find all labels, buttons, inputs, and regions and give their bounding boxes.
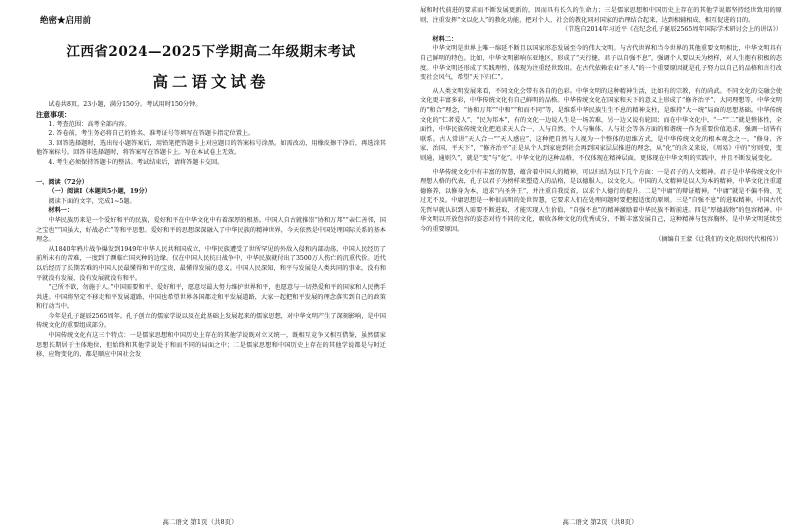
page-footer: 高二语文 第1页（共8页） bbox=[162, 518, 238, 526]
material-paragraph: 中华民族历来是一个爱好和平的民族，爱好和平在中华文化中有着深厚的根基。中国人自古就推崇“协和万邦”“亲仁善邻，国之宝也”“国虽大，好战必亡”等和平思想。爱好和平的思想深深融入了中华民族的精神世界，今天依然是中国处理国际关系的基本理念。 bbox=[36, 216, 386, 244]
material-two-label: 材料二： bbox=[432, 35, 458, 43]
reading-instruction: 阅读下面的文字，完成1~5题。 bbox=[48, 197, 136, 205]
material-paragraph: 中国传统文化有这三个特点：一是儒家思想和中国历史上存在的其他学说既对立又统一，既相互竞争又相互借鉴，虽然儒家思想长期居于主体地位，但始终和其他学说处于和而不同的局面之中；二是儒家思想和中国历史上存在的其他学说都是与时迁移、应物变化的，都是顺应中国社会发 bbox=[36, 332, 386, 359]
exam-title: 江西省2024—2025下学期高二年级期末考试 bbox=[66, 44, 356, 60]
material-paragraph: 从人类文明发展来看，不同文化会带有各自的色彩。中华文明的这种精神生活，比如有的宗教，有的尚武。不同文化的交融会使文化更丰富多彩，中华传统文化有自己鲜明的品格。中华传统文化在国家和天下的意义上形成了“修齐治平”、大同理想等，中华文明的“和合”理念，“协和万邦”“中和”“和而不同”等，是维系中华民族生生不息的精神支柱，是维持“大一统”局面的思想基础。中华传统文化的“仁者爱人”、“民为邦本”，有的文化一边说人生是一场苦难，另一边又说有轮回；而在中华文化中，“一”“二”就是整体性，全面性，中华民族传统文化把追求天人合一、人与自然、个人与集体、人与社会等各方面的和谐统一作为重要价值追求，强调一切皆有联系。古人常讲“天人合一”“天人感应”，这种把自然与人视为一个整体的思维方式，是中华传统文化的根本观念之一。“修身、齐家、治国、平天下”，“修齐治平”正是从个人到家庭到社会再到国家层层推进的理念，从“化”的含义来说，《周易》中的“穷则变，变则通，通则久”，就是“变”与“化”。中华文化的这种品格，不仅体现在精神层面，更体现在中华文明的实践中，并且不断发展变化。 bbox=[420, 87, 782, 162]
note-item: 3. 回答选择题时，选出每小题答案后，用铅笔把答题卡上对应题目的答案标号涂黑。如需改动，用橡皮擦干净后，再选涂其他答案标号。回答非选择题时，将答案写在答题卡上。写在本试卷上无效。 bbox=[36, 139, 386, 157]
notes-heading: 注意事项： bbox=[36, 109, 71, 119]
source-citation: （摘编自王蒙《让我们的文化基因代代相传》） bbox=[655, 235, 782, 243]
confidential-label: 绝密★启用前 bbox=[40, 16, 92, 26]
material-paragraph-continued: 展和时代前进的要求而不断发展更新的，因而具有长久的生命力；三是儒家思想和中国历史上存在的其他学说都坚持经世致用的原则，注重发挥“文以化人”的教化功能，把对个人、社会的教化同对国家的治理结合起来，达到相辅相成、相互促进的目的。 bbox=[420, 7, 782, 24]
material-paragraph: 中华传统文化中有丰富的智慧，蕴含着中国人的精神，可以归结为以下几个方面：一是君子的人文精神。君子是中华传统文化中理想人格的代表，孔子以君子为榜样来塑造人的品格，是以德服人、以文化人。中国的人文精神是以人为本的精神，中华文化注重道德修养，以修身为本，追求“内圣外王”，并注重自我反省，以求个人德行的提升。二是“中庸”的辩证精神。“中庸”就是不偏不倚、无过无不及。中庸思想是一种很高明的处世智慧，它要求人们在处理问题时要把握适度的原则。三是“自强不息”的进取精神。中国古代先哲早就认识到人需要不断进取，才能实现人生价值，“自强不息”的精神激励着中华民族不断前进。四是“厚德载物”的包容精神。中华文明以开放包容的姿态对待不同的文化，吸收各种文化的优秀成分，不断丰富发展自己，这种精神与包容胸怀，是中华文明延续至今的重要原因。 bbox=[420, 168, 782, 234]
material-paragraph: 中华文明是世界上唯一绵延不断且以国家形态发展至今的伟大文明。与古代世界和当今世界的其他重要文明相比，中华文明具有自己鲜明的特色。比如，中华文明影响东亚地区，形成了“天行健，君子以自强不息”，强调个人要以天为榜样，对人生抱有积极的态度。中华文明还形成了实践理性，体现为注重经世致用。在古代依赖农业“圣人”的一个重要原因就是孔子努力以自己的品格和言行改变社会风气，希望“天下归仁”。 bbox=[420, 45, 782, 82]
subsection-heading: （一）阅读Ⅰ（本题共5小题，19分） bbox=[48, 188, 151, 196]
material-paragraph: 今年是孔子诞辰2565周年。孔子创立的儒家学说以及在此基础上发展起来的儒家思想，对中华文明产生了深刻影响，是中国传统文化的重要组成部分。 bbox=[36, 312, 386, 330]
section-heading: 一、阅读（72分） bbox=[36, 178, 88, 186]
exam-info: 试卷共8页，23小题，满分150分。考试用时150分钟。 bbox=[48, 101, 202, 108]
note-item: 1. 考查范围：高考全部内容。 bbox=[48, 120, 131, 128]
subject-title: 高二语文试卷 bbox=[152, 72, 270, 91]
note-item: 4. 考生必须保持答题卡的整洁。考试结束后，请将答题卡交回。 bbox=[48, 158, 224, 166]
material-paragraph: 从1840年鸦片战争爆发到1949年中华人民共和国成立，中华民族遭受了世所罕见的外敌入侵和内部动荡，中国人民经历了前所未有的苦难，一度到了濒临亡国灭种的边缘。仅在中国人民抗日战争中，中华民族就付出了3500万人伤亡的沉重代价。近代以后经历了长期苦难的中国人民最懂得和平的宝贵，最懂得发展的意义。中国人民深知，和平与发展是人类共同的事业，没有和平就没有发展，没有发展就没有和平。 bbox=[36, 245, 386, 282]
exam-page-2 bbox=[400, 0, 800, 531]
page-footer: 高二语文 第2页（共8页） bbox=[562, 518, 638, 526]
material-one-label: 材料一： bbox=[48, 207, 74, 215]
source-citation: （节选自2014年习近平《在纪念孔子诞辰2565周年国际学术研讨会上的讲话》） bbox=[561, 26, 782, 34]
material-paragraph: “己所不欲，勿施于人。”中国需要和平、爱好和平，愿意尽最大努力维护世界和平，也愿意与一切热爱和平的国家和人民携手共进。中国将坚定不移走和平发展道路，中国也希望世界各国都走和平发展道路，大家一起把和平发展的理念落实到自己的政策和行动当中。 bbox=[36, 284, 386, 311]
note-item: 2. 答卷前，考生务必将自己的姓名、准考证号等填写在答题卡指定位置上。 bbox=[48, 130, 255, 138]
